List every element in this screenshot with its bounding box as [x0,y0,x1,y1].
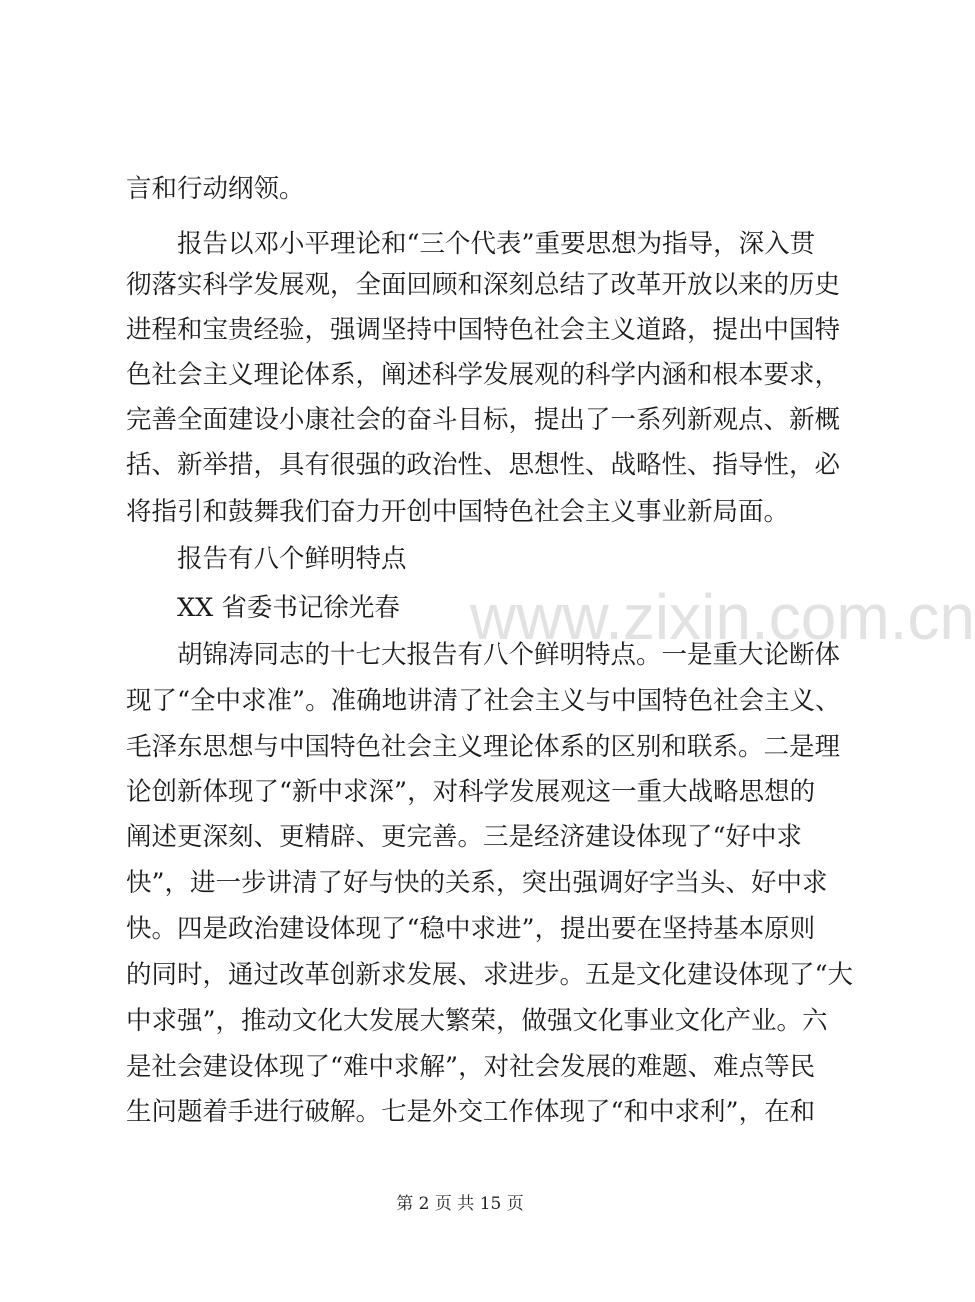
text-line: 将指引和鼓舞我们奋力开创中国特色社会主义事业新局面。 [126,497,790,527]
text-line: 胡锦涛同志的十七大报告有八个鲜明特点。一是重大论断体 [126,640,841,670]
text-line: 论创新体现了“新中求深”，对科学发展观这一重大战略思想的 [126,777,816,807]
section-heading: 报告有八个鲜明特点 [126,544,407,574]
author-line: XX 省委书记徐光春 [126,593,400,623]
text-line: 快”，进一步讲清了好与快的关系，突出强调好字当头、好中求 [126,868,828,898]
text-line: 毛泽东思想与中国特色社会主义理论体系的区别和联系。二是理 [126,732,841,762]
text-line: 阐述更深刻、更精辟、更完善。三是经济建设体现了“好中求 [126,822,803,852]
text-line: 色社会主义理论体系，阐述科学发展观的科学内涵和根本要求， [126,360,841,390]
text-line: 完善全面建设小康社会的奋斗目标，提出了一系列新观点、新概 [126,405,841,435]
text-line: 快。四是政治建设体现了“稳中求进”，提出要在坚持基本原则 [126,914,816,944]
text-line: 中求强”，推动文化大发展大繁荣，做强文化事业文化产业。六 [126,1006,828,1036]
text-line: 生问题着手进行破解。七是外交工作体现了“和中求利”，在和 [126,1097,816,1127]
text-line: 是社会建设体现了“难中求解”，对社会发展的难题、难点等民 [126,1052,816,1082]
text-line: 进程和宝贵经验，强调坚持中国特色社会主义道路，提出中国特 [126,315,841,345]
text-line: 报告以邓小平理论和“三个代表”重要思想为指导，深入贯 [126,229,816,259]
text-line: 现了“全中求准”。准确地讲清了社会主义与中国特色社会主义、 [126,686,841,716]
text-line: 彻落实科学发展观，全面回顾和深刻总结了改革开放以来的历史 [126,270,841,300]
watermark: www.zixin.com.cn [470,581,975,653]
text-line: 括、新举措，具有很强的政治性、思想性、战略性、指导性，必 [126,450,841,480]
page-number-footer: 第 2 页 共 15 页 [396,1194,524,1214]
text-line: 的同时，通过改革创新求发展、求进步。五是文化建设体现了“大 [126,960,854,990]
text-line: 言和行动纲领。 [126,174,305,204]
